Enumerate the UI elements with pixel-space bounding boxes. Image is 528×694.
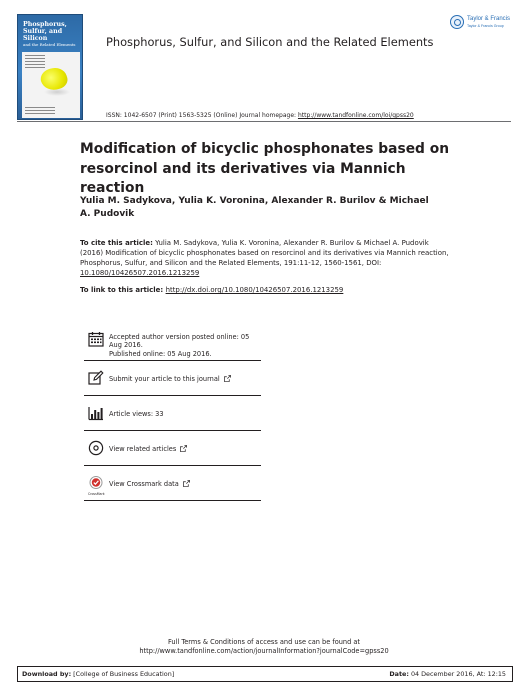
issn-line [106, 112, 414, 119]
cover-footer-lines [25, 105, 55, 114]
terms-url[interactable]: http://www.tandfonline.com/action/journalInformation?journalCode=gpss20 [139, 647, 389, 655]
bar-chart-icon [88, 405, 104, 421]
download-footer [17, 666, 513, 682]
download-date [389, 670, 506, 678]
doi-link[interactable]: 10.1080/10426507.2016.1213259 [80, 269, 200, 277]
cover-title-line: Silicon [23, 35, 48, 42]
crossmark-icon [88, 476, 104, 492]
submit-article-link[interactable] [109, 375, 261, 383]
related-articles-row[interactable] [84, 431, 261, 466]
submit-article-label: Submit your article to this journal [109, 375, 220, 383]
cover-title [23, 21, 81, 47]
journal-homepage-link[interactable]: http://www.tandfonline.com/loi/gpss20 [297, 112, 414, 119]
terms-line: Full Terms & Conditions of access and use can be found at [167, 638, 361, 646]
related-articles-link[interactable] [109, 445, 261, 453]
article-links-panel [84, 327, 261, 501]
article-title: Modification of bicyclic phosphonates based on resorcinol and its derivatives via Mannich reaction [80, 141, 450, 196]
published-date: Published online: 05 Aug 2016. [109, 349, 212, 358]
article-authors: Yulia M. Sadykova, Yulia K. Voronina, Alexander R. Burilov & Michael A. Pudovik [80, 196, 429, 219]
external-link-icon [224, 375, 231, 382]
cover-panel [22, 52, 80, 118]
journal-title: Phosphorus, Sulfur, and Silicon and the Related Elements [106, 35, 434, 49]
article-link-label: To link to this article: [80, 286, 166, 294]
crossmark-icon-wrap [88, 476, 105, 496]
cover-subtitle: and the Related Elements [23, 42, 76, 47]
publication-dates-row [84, 327, 261, 361]
terms-notice [0, 638, 528, 656]
taylor-francis-logo[interactable] [450, 14, 516, 32]
downloaded-by [22, 670, 174, 678]
accepted-date: Accepted author version posted online: 05 Aug 2016. [109, 333, 250, 350]
calendar-icon [88, 331, 104, 347]
crossmark-link[interactable] [109, 480, 261, 488]
external-link-icon [183, 480, 190, 487]
article-views: Article views: 33 [109, 410, 164, 418]
journal-cover-image [17, 14, 83, 120]
cover-title-line: Phosphorus, [23, 21, 67, 28]
crossmark-label: View Crossmark data [109, 480, 179, 488]
downloaded-by-value: [College of Business Education] [71, 670, 175, 678]
article-views-row [84, 396, 261, 431]
issn-text: ISSN: 1042-6507 (Print) 1563-5325 (Online) Journal homepage: [106, 112, 298, 119]
crossmark-icon-label: CrossMark [88, 492, 105, 496]
header-divider [17, 121, 511, 122]
download-date-value: 04 December 2016, At: 12:15 [408, 670, 506, 678]
article-link-line [80, 286, 450, 294]
publisher-tagline: Taylor & Francis Group [467, 24, 504, 28]
citation-label: To cite this article: [80, 239, 153, 247]
submit-article-row[interactable] [84, 361, 261, 396]
citation-text: Yulia M. Sadykova, Yulia K. Voronina, Alexander R. Burilov & Michael A. Pudovik (2016) Modification of bicyclic phosphonates based on resorcinol and its derivatives via Mannich reaction, Phosphorus, Sulfur, and Silicon and the Related Elements, 191:11-12, 1560-1561, DOI: [80, 239, 449, 267]
publisher-name: Taylor & Francis [467, 16, 511, 22]
edit-icon [88, 370, 104, 386]
related-articles-label: View related articles [109, 445, 177, 453]
cover-title-line: Sulfur, and [23, 28, 63, 35]
related-articles-icon [88, 440, 104, 456]
article-url-link[interactable]: http://dx.doi.org/10.1080/10426507.2016.1213259 [165, 286, 344, 294]
citation-block [80, 238, 450, 278]
download-date-label: Date: [389, 670, 409, 678]
downloaded-by-label: Download by: [22, 670, 72, 678]
external-link-icon [180, 445, 187, 452]
publication-dates [109, 333, 261, 358]
publisher-logo-icon [450, 15, 464, 29]
crossmark-row[interactable] [84, 466, 261, 501]
cover-text-lines [25, 55, 45, 70]
